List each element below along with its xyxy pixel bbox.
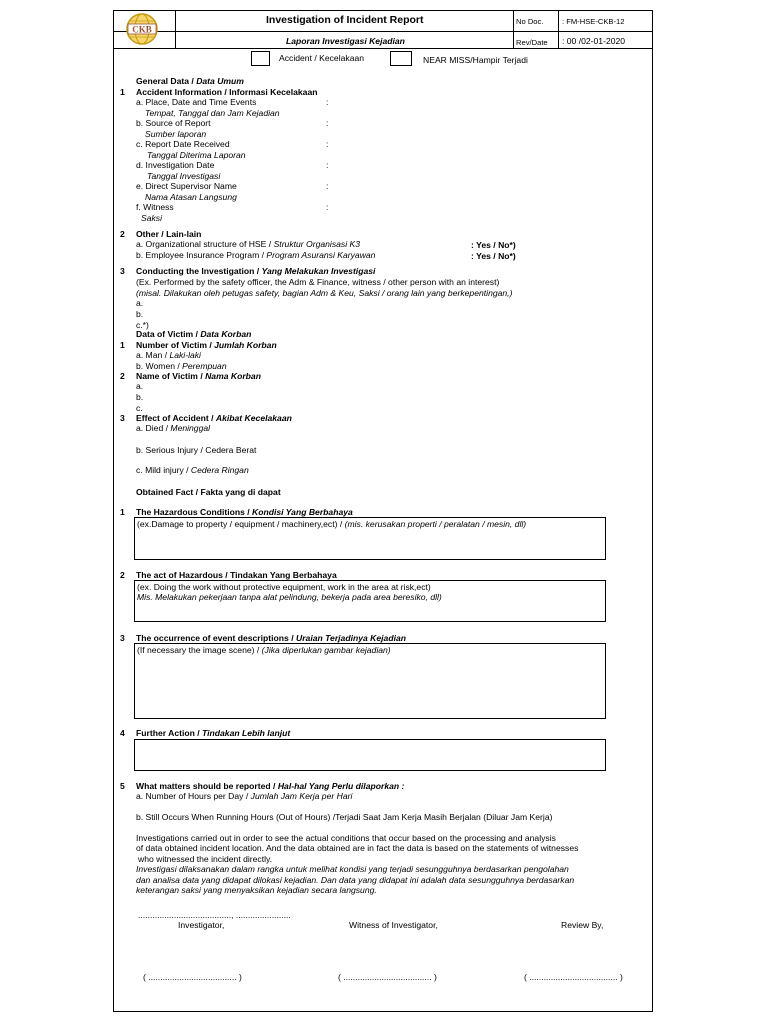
section-number: 2 xyxy=(120,371,125,381)
victim-women-label: b. Women / Perempuan xyxy=(136,361,227,371)
investigation-date-label: d. Investigation Date xyxy=(136,160,215,170)
section-number: 2 xyxy=(120,570,125,580)
rev-date-label: Rev/Date xyxy=(516,38,548,47)
investigation-date-colon: : xyxy=(326,160,329,170)
report-date-label: c. Report Date Received xyxy=(136,139,230,149)
supervisor-label-id: Nama Atasan Langsung xyxy=(145,192,237,202)
section-number: 3 xyxy=(120,633,125,643)
victim-name-c: c. xyxy=(136,403,143,413)
section-number: 3 xyxy=(120,413,125,423)
witness-colon: : xyxy=(326,202,329,212)
report-date-label-id: Tanggal Diterima Laporan xyxy=(147,150,246,160)
event-description-heading: The occurrence of event descriptions / Uraian Terjadinya Kejadian xyxy=(136,633,406,643)
event-description-note: (If necessary the image scene) / (Jika diperlukan gambar kejadian) xyxy=(137,645,391,655)
victim-name-b: b. xyxy=(136,392,144,402)
section-number: 1 xyxy=(120,507,125,517)
statement-line-id: dan analisa data yang didapat dilokasi kejadian. Dan data yang didapat ini adalah data sesungguhnya berdasarkan xyxy=(136,875,575,885)
section-number: 3 xyxy=(120,266,125,276)
form-subtitle: Laporan Investigasi Kejadian xyxy=(286,36,405,46)
witness-investigator-label: Witness of Investigator, xyxy=(349,920,438,930)
investigator-signature-field[interactable]: ( ..................................... ) xyxy=(143,972,242,982)
section-number: 5 xyxy=(120,781,125,791)
header-divider-2 xyxy=(113,48,653,49)
general-data-heading: General Data / Data Umum xyxy=(136,76,244,86)
rev-date-value: : 00 /02-01-2020 xyxy=(562,36,626,46)
conducting-item-b: b. xyxy=(136,309,144,319)
insurance-label: b. Employee Insurance Program / Program Asuransi Karyawan xyxy=(136,250,376,260)
conducting-heading: Conducting the Investigation / Yang Melakukan Investigasi xyxy=(136,266,376,276)
no-doc-value: : FM-HSE-CKB-12 xyxy=(562,17,625,26)
report-date-colon: : xyxy=(326,139,329,149)
svg-text:CKB: CKB xyxy=(132,24,152,35)
facts-heading: Obtained Fact / Fakta yang di dapat xyxy=(136,487,281,497)
form-title: Investigation of Incident Report xyxy=(266,14,424,26)
hazardous-conditions-heading: The Hazardous Conditions / Kondisi Yang Berbahaya xyxy=(136,507,353,517)
conducting-note-id: (misal. Dilakukan oleh petugas safety, bagian Adm & Keu, Saksi / orang lain yang berkepentingan,) xyxy=(136,288,513,298)
statement-line-id: Investigasi dilaksanakan dalam rangka untuk melihat kondisi yang terjadi sesungguhnya berdasarkan pengolahan xyxy=(136,864,569,874)
hse-structure-value[interactable]: : Yes / No*) xyxy=(471,240,516,250)
place-date-label: a. Place, Date and Time Events xyxy=(136,97,257,107)
logo-divider xyxy=(175,10,176,48)
effect-heading: Effect of Accident / Akibat Kecelakaan xyxy=(136,413,292,423)
witness-signature-field[interactable]: ( ..................................... ) xyxy=(338,972,437,982)
hazardous-conditions-field[interactable] xyxy=(134,517,606,560)
section-number: 2 xyxy=(120,229,125,239)
hazardous-act-note: (ex. Doing the work without protective equipment, work in the area at risk,ect) xyxy=(137,582,431,592)
event-description-field[interactable] xyxy=(134,643,606,719)
statement-line: of data obtained incident location. And the data obtained are in fact the data is based on the statements of witnesses xyxy=(136,843,579,853)
no-doc-label: No Doc. xyxy=(516,17,544,26)
investigator-label: Investigator, xyxy=(178,920,225,930)
victim-man-label: a. Man / Laki-laki xyxy=(136,350,201,360)
insurance-value[interactable]: : Yes / No*) xyxy=(471,251,516,261)
near-miss-checkbox[interactable] xyxy=(390,51,412,66)
statement-line-id: keterangan saksi yang menyaksikan kejadian secara langsung. xyxy=(136,885,377,895)
hazardous-act-field[interactable] xyxy=(134,580,606,622)
out-of-hours-label: b. Still Occurs When Running Hours (Out of Hours) /Terjadi Saat Jam Kerja Masih Berjalan (Diluar Jam Kerja) xyxy=(136,812,553,822)
doc-info-value-divider xyxy=(558,10,559,48)
section-number: 1 xyxy=(120,87,125,97)
accident-label: Accident / Kecelakaan xyxy=(279,53,365,63)
accident-checkbox[interactable] xyxy=(251,51,270,66)
hazardous-conditions-note: (ex.Damage to property / equipment / machinery,ect) / (mis. kerusakan properti / peralatan / mesin, dll) xyxy=(137,519,527,529)
header-divider-1 xyxy=(113,31,653,32)
statement-line: who witnessed the incident directly. xyxy=(138,854,273,864)
hazardous-act-note-id: Mis. Melakukan pekerjaan tanpa alat pelindung, bekerja pada area beresiko, dll) xyxy=(137,592,442,602)
conducting-item-a: a. xyxy=(136,298,144,308)
doc-info-divider xyxy=(513,10,514,48)
place-date-label-id: Tempat, Tanggal dan Jam Kejadian xyxy=(145,108,280,118)
place-date-colon: : xyxy=(326,97,329,107)
section-number: 1 xyxy=(120,340,125,350)
effect-died: a. Died / Meninggal xyxy=(136,423,211,433)
other-heading: Other / Lain-lain xyxy=(136,229,202,239)
investigation-date-label-id: Tanggal Investigasi xyxy=(147,171,221,181)
supervisor-colon: : xyxy=(326,181,329,191)
reported-heading: What matters should be reported / Hal-hal Yang Perlu dilaporkan : xyxy=(136,781,405,791)
number-of-victim-heading: Number of Victim / Jumlah Korban xyxy=(136,340,277,350)
review-by-label: Review By, xyxy=(561,920,604,930)
section-number: 4 xyxy=(120,728,125,738)
near-miss-label: NEAR MISS/Hampir Terjadi xyxy=(423,55,528,65)
hazardous-act-heading: The act of Hazardous / Tindakan Yang Berbahaya xyxy=(136,570,337,580)
place-date-field[interactable]: ......................................., ....................... xyxy=(138,910,291,920)
witness-label-id: Saksi xyxy=(141,213,163,223)
victim-heading: Data of Victim / Data Korban xyxy=(136,329,252,339)
hse-structure-label: a. Organizational structure of HSE / Struktur Organisasi K3 xyxy=(136,239,361,249)
supervisor-label: e. Direct Supervisor Name xyxy=(136,181,237,191)
source-report-label-id: Sumber laporan xyxy=(145,129,207,139)
source-report-colon: : xyxy=(326,118,329,128)
conducting-note: (Ex. Performed by the safety officer, the Adm & Finance, witness / other person with an interest) xyxy=(136,277,500,287)
hours-per-day-label: a. Number of Hours per Day / Jumlah Jam Kerja per Hari xyxy=(136,791,353,801)
conducting-item-c: c.*) xyxy=(136,320,149,330)
effect-mild: c. Mild injury / Cedera Ringan xyxy=(136,465,249,475)
review-signature-field[interactable]: ( ..................................... ) xyxy=(524,972,623,982)
source-report-label: b. Source of Report xyxy=(136,118,211,128)
effect-serious: b. Serious Injury / Cedera Berat xyxy=(136,445,257,455)
further-action-field[interactable] xyxy=(134,739,606,771)
company-logo xyxy=(125,12,159,46)
statement-line: Investigations carried out in order to see the actual conditions that occur based on the processing and analysis xyxy=(136,833,556,843)
witness-label: f. Witness xyxy=(136,202,174,212)
globe-icon xyxy=(125,12,159,46)
further-action-heading: Further Action / Tindakan Lebih lanjut xyxy=(136,728,291,738)
victim-name-heading: Name of Victim / Nama Korban xyxy=(136,371,261,381)
victim-name-a: a. xyxy=(136,381,144,391)
accident-info-heading: Accident Information / Informasi Kecelakaan xyxy=(136,87,318,97)
